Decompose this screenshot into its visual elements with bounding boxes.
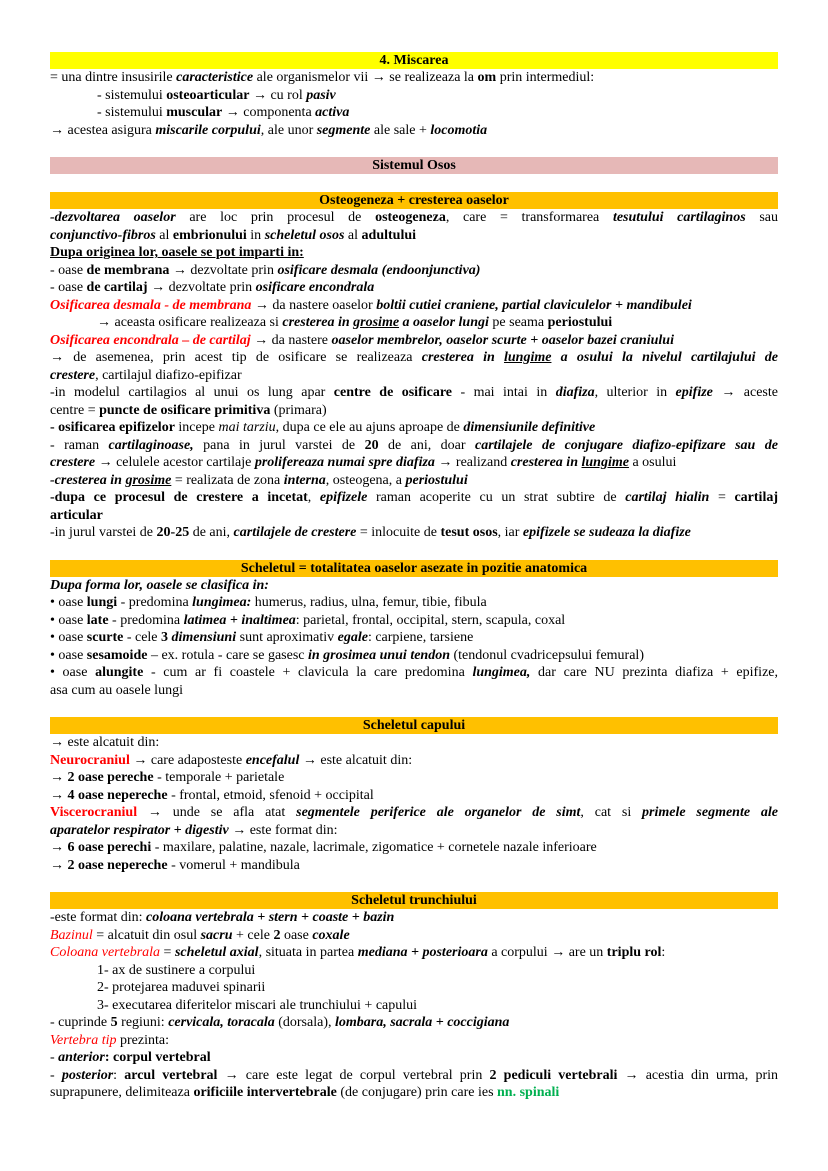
text-run: : — [113, 1067, 125, 1083]
text-run: • oase — [50, 612, 87, 628]
text-run: regiuni: — [117, 1015, 169, 1030]
text-run: lungimea, — [472, 665, 531, 680]
text-run: → care este legat de corpul vertebral prin — [217, 1067, 490, 1083]
text-run: 2 — [273, 927, 281, 943]
text-run: 2 pediculi vertebrali — [489, 1067, 618, 1083]
text-run: → da nastere oaselor — [251, 297, 377, 313]
text-run: epifize — [675, 385, 713, 400]
text-run: , cartilajul diafizo-epifizar — [95, 367, 242, 383]
text-run: - mai intai in — [452, 385, 556, 400]
text-run: al — [344, 227, 362, 243]
text-line — [50, 524, 778, 542]
text-run: lungi — [86, 595, 118, 610]
text-line — [50, 944, 778, 962]
text-run: - temporale + parietale — [153, 770, 285, 785]
text-run: cresterea in — [282, 315, 354, 330]
text-run: in — [246, 227, 265, 243]
text-run: mai tarziu — [218, 420, 276, 435]
text-line — [50, 227, 778, 245]
text-line — [50, 87, 778, 105]
text-line — [50, 839, 778, 857]
text-line — [50, 507, 778, 525]
text-run: -este format din: — [50, 910, 147, 925]
text-run: → aceasta osificare realizeaza si — [97, 315, 283, 330]
text-run: = — [709, 490, 735, 505]
text-run: (de conjugare) prin care ies — [336, 1085, 498, 1100]
text-line — [50, 209, 778, 227]
text-run: segmentele periferice ale organelor de simt — [296, 805, 581, 820]
text-run: pe seama — [488, 315, 548, 330]
text-run: de cartilaj — [86, 280, 148, 295]
section-header: Osteogeneza + cresterea oaselor — [50, 192, 778, 209]
text-line — [50, 454, 778, 472]
text-run: scurte — [86, 630, 124, 645]
text-run: 5 — [110, 1015, 118, 1030]
text-run: oase — [280, 927, 313, 943]
text-run: arcul vertebral — [124, 1067, 218, 1083]
text-run: , cat si — [580, 805, 643, 820]
text-run: interna — [283, 472, 326, 488]
text-run: prolifereaza numai spre diafiza — [254, 455, 435, 470]
text-run: → este format din: — [228, 822, 338, 838]
text-run: • oase — [50, 647, 87, 663]
text-line — [50, 734, 778, 752]
text-run: - — [50, 1050, 59, 1065]
text-run: articular — [50, 507, 103, 523]
text-run: boltii cutiei craniene, partial claviculelor + mandibulei — [376, 297, 692, 313]
text-line — [50, 1067, 778, 1085]
text-run: Neurocraniul — [50, 752, 130, 768]
text-line — [50, 419, 778, 437]
text-run: → celulele acestor cartilaje — [95, 455, 255, 470]
text-run: -dupa ce procesul de crestere a incetat — [50, 490, 308, 505]
text-run: Coloana vertebrala — [50, 945, 161, 960]
text-run: 3 — [161, 630, 169, 645]
text-run: incepe — [174, 420, 219, 435]
text-line — [50, 489, 778, 507]
text-run: sunt aproximativ — [236, 630, 338, 645]
text-run: → este alcatuit din: — [299, 752, 413, 768]
text-run: lungimea: — [192, 595, 252, 610]
section-header: Sistemul Osos — [50, 157, 778, 174]
text-run: - sistemului — [97, 87, 167, 103]
text-run: lungime — [581, 455, 629, 470]
text-run: cresterea in — [510, 455, 582, 470]
text-line — [50, 244, 778, 262]
text-run: = inlocuite de — [356, 525, 441, 540]
text-run: miscarile corpului — [155, 122, 261, 138]
text-run: = alcatuit din osul — [92, 927, 201, 943]
text-run: in grosimea unui tendon — [308, 647, 450, 663]
text-run: 3- executarea diferitelor miscari ale trunchiului + capului — [97, 997, 418, 1013]
text-run: pana in jurul varstei de — [193, 437, 365, 453]
text-run: osificare desmala (endoonjunctiva) — [277, 262, 481, 278]
text-line — [50, 1014, 778, 1032]
text-run: (primara) — [270, 402, 327, 418]
text-run: grosime — [353, 315, 400, 330]
text-run: = — [160, 945, 175, 960]
text-run: -cresterea in — [50, 472, 126, 488]
text-run: prin intermediul: — [496, 70, 595, 85]
text-run: epifizele se sudeaza la diafize — [522, 525, 691, 540]
text-run: periostului — [405, 472, 468, 488]
text-run: latimea + inaltimea — [183, 612, 296, 628]
text-run: → acestea asigura — [50, 122, 156, 138]
text-run: osificare encondrala — [255, 280, 375, 295]
text-run: (tendonul cvadricepsului femural) — [450, 647, 644, 663]
text-line — [50, 769, 778, 787]
text-run: Osificarea encondrala – de cartilaj — [50, 332, 251, 348]
text-run: Dupa forma lor, oasele se clasifica in: — [50, 577, 269, 593]
text-run: 6 oase perechi — [67, 840, 152, 855]
text-run: oaselor membrelor, oaselor scurte + oaselor bazei craniului — [331, 332, 674, 348]
text-run: - predomina — [108, 612, 184, 628]
text-run: -in modelul cartilagios al unui os lung apar — [50, 385, 334, 400]
text-run: cartilajele de crestere — [233, 525, 357, 540]
text-run: - oase — [50, 280, 87, 295]
section-header: Scheletul trunchiului — [50, 892, 778, 909]
section-header: Scheletul = totalitatea oaselor asezate in pozitie anatomica — [50, 560, 778, 577]
text-run: - maxilare, palatine, nazale, lacrimale, zigomatice + cornetele nazale inferioare — [151, 840, 597, 855]
text-run: suprapunere, delimiteaza — [50, 1085, 194, 1100]
text-run: caracteristice — [176, 70, 254, 85]
text-run: om — [477, 70, 497, 85]
text-line — [50, 804, 778, 822]
text-run: egale — [337, 630, 368, 645]
text-line — [50, 927, 778, 945]
text-run: 1- ax de sustinere a corpului — [97, 962, 256, 978]
text-run: : parietal, frontal, occipital, stern, scapula, coxal — [295, 612, 566, 628]
text-run: 2 oase nepereche — [67, 857, 168, 873]
text-run: , ale unor — [260, 122, 317, 138]
text-run: al — [155, 227, 173, 243]
text-run: segmente — [316, 122, 371, 138]
text-run: -in jurul varstei de — [50, 525, 157, 540]
text-run: - predomina — [117, 595, 193, 610]
text-line — [50, 822, 778, 840]
text-run: locomotia — [430, 122, 488, 138]
text-run: raman acoperite cu un strat subtire de — [367, 490, 626, 505]
text-run: 4 oase nepereche — [67, 787, 168, 803]
text-run: scheletul osos — [264, 227, 345, 243]
text-line — [50, 349, 778, 367]
text-line — [50, 787, 778, 805]
text-run: → dezvoltate prin — [169, 262, 278, 278]
text-run: - — [50, 1067, 62, 1083]
text-run: , dupa ce ele au ajuns aproape de — [275, 420, 464, 435]
text-line — [50, 1084, 778, 1102]
text-run: Vertebra tip — [50, 1032, 117, 1048]
text-run: tesutului cartilaginos — [612, 210, 746, 225]
text-run: lungime — [503, 350, 552, 365]
section-header: 4. Miscarea — [50, 52, 778, 69]
text-run: a osului la nivelul cartilajului de — [551, 350, 778, 365]
text-run: → este alcatuit din: — [50, 735, 160, 750]
text-line — [50, 472, 778, 490]
text-line — [50, 279, 778, 297]
text-run: pasiv — [306, 87, 336, 103]
text-line — [50, 104, 778, 122]
text-line — [50, 402, 778, 420]
text-run: , situata in partea — [258, 945, 358, 960]
text-run: - cuprinde — [50, 1015, 111, 1030]
text-line — [50, 297, 778, 315]
text-line — [50, 682, 778, 700]
text-run: cresterea in — [421, 350, 504, 365]
text-run: → — [50, 770, 68, 785]
text-line — [50, 122, 778, 140]
text-run: encefalul — [245, 752, 300, 768]
text-run: coloana vertebrala + stern + coaste + bazin — [146, 910, 395, 925]
text-line — [50, 577, 778, 595]
text-line — [50, 629, 778, 647]
text-run: → — [50, 840, 68, 855]
text-run: 20 — [364, 437, 379, 453]
text-line — [50, 69, 778, 87]
text-run: a osului — [628, 455, 677, 470]
text-line — [50, 752, 778, 770]
text-run: 2 oase pereche — [67, 770, 154, 785]
section-header: Scheletul capului — [50, 717, 778, 734]
text-run: epifizele — [319, 490, 368, 505]
text-run: 20-25 — [156, 525, 190, 540]
text-run: cartilaginoase, — [108, 437, 194, 453]
text-run: crestere — [50, 367, 96, 383]
text-run: - cum ar fi coastele + clavicula la care predomina — [143, 665, 473, 680]
text-line — [50, 367, 778, 385]
text-run: Bazinul — [50, 927, 93, 943]
text-run: orificiile intervertebrale — [193, 1085, 337, 1100]
text-run: Dupa originea lor, oasele se pot imparti in: — [50, 245, 304, 260]
text-run: → cu rol — [249, 87, 307, 103]
text-line — [50, 909, 778, 927]
text-run: tesut osos — [440, 525, 498, 540]
text-run: sacru — [200, 927, 233, 943]
text-line — [50, 962, 778, 980]
text-run: cartilaj — [734, 490, 778, 505]
text-run: : — [661, 945, 666, 960]
text-run: sau — [745, 210, 778, 225]
text-run: , osteogena, a — [325, 472, 406, 488]
text-run: puncte de osificare primitiva — [99, 402, 271, 418]
text-line — [50, 437, 778, 455]
text-run: late — [86, 612, 109, 628]
text-run: mediana + posterioara — [357, 945, 488, 960]
text-run: – ex. rotula - care se gasesc — [147, 647, 308, 663]
text-run: , — [307, 490, 320, 505]
text-run: coxale — [312, 927, 350, 943]
text-run: ale organismelor vii → se realizeaza la — [253, 70, 478, 85]
text-run: diafiza — [555, 385, 595, 400]
text-run: ale sale + — [370, 122, 431, 138]
text-run: scheletul axial — [174, 945, 259, 960]
text-run: humerus, radius, ulna, femur, tibie, fibula — [251, 595, 487, 610]
text-run: cartilaj hialin — [625, 490, 710, 505]
text-run: conjunctivo-fibros — [50, 227, 156, 243]
text-run: crestere — [50, 455, 96, 470]
text-run: : corpul vertebral — [104, 1050, 211, 1065]
text-run: → realizand — [434, 455, 511, 470]
text-run: → — [50, 787, 68, 803]
text-run: anterior — [58, 1050, 105, 1065]
text-run: centre de osificare — [333, 385, 453, 400]
text-run: - cele — [123, 630, 162, 645]
text-run: sesamoide — [86, 647, 148, 663]
text-line — [50, 647, 778, 665]
text-run: - oase — [50, 262, 87, 278]
text-run: asa cum au oasele lungi — [50, 682, 183, 698]
text-run: 2- protejarea maduvei spinarii — [97, 980, 266, 995]
text-run: are loc prin procesul de — [175, 210, 376, 225]
text-run: + cele — [232, 927, 274, 943]
text-run: → da nastere — [250, 332, 332, 348]
text-line — [50, 594, 778, 612]
text-run: dar care NU prezinta diafiza + epifize, — [530, 665, 778, 680]
text-run: → acestia din urma, prin — [617, 1067, 778, 1083]
text-run: → componenta — [222, 105, 316, 120]
text-run: Osificarea desmala - de membrana — [50, 297, 252, 313]
text-run: : carpiene, tarsiene — [367, 630, 474, 645]
text-run: de ani, doar — [378, 437, 475, 453]
text-run: Viscerocraniul — [50, 805, 138, 820]
text-run: → dezvoltate prin — [147, 280, 256, 295]
text-run: → unde se afla atat — [137, 805, 297, 820]
text-run: de membrana — [86, 262, 170, 278]
text-run: osteogeneza — [375, 210, 446, 225]
text-run: embrionului — [172, 227, 247, 243]
text-run: -dezvoltarea oaselor — [50, 210, 176, 225]
text-run: , care = transformarea — [445, 210, 613, 225]
text-line — [50, 262, 778, 280]
text-run: = una dintre insusirile — [50, 70, 177, 85]
text-run: adultului — [361, 227, 417, 243]
text-run: - frontal, etmoid, sfenoid + occipital — [167, 787, 374, 803]
text-run: nn. spinali — [497, 1085, 560, 1100]
text-run: a oaselor lungi — [399, 315, 489, 330]
text-run: periostului — [547, 315, 613, 330]
text-line — [50, 384, 778, 402]
text-run: • oase — [50, 665, 96, 680]
text-run: dimensiunile definitive — [463, 420, 596, 435]
text-run: - osificarea epifizelor — [50, 420, 175, 435]
text-run: a corpului → are un — [487, 945, 607, 960]
text-line — [50, 612, 778, 630]
text-run: muscular — [166, 105, 223, 120]
text-run: alungite — [95, 665, 144, 680]
text-run: osteoarticular — [166, 87, 250, 103]
text-run: grosime — [125, 472, 172, 488]
text-line — [50, 332, 778, 350]
text-run: = realizata de zona — [171, 472, 284, 488]
text-run: centre = — [50, 402, 100, 418]
text-line — [50, 314, 778, 332]
text-run: (dorsala), — [274, 1015, 335, 1030]
text-run: posterior — [61, 1067, 114, 1083]
text-run: primele segmente ale — [642, 805, 778, 820]
text-run: → de asemenea, prin acest tip de osificare se realizeaza — [50, 350, 422, 365]
text-line — [50, 857, 778, 875]
text-run: activa — [315, 105, 350, 120]
text-line — [50, 1032, 778, 1050]
text-run: cartilajele de conjugare diafizo-epifizare sau de — [474, 437, 778, 453]
text-run: • oase — [50, 595, 87, 610]
text-line — [50, 1049, 778, 1067]
text-run: lombara, sacrala + coccigiana — [335, 1015, 510, 1030]
text-line — [50, 997, 778, 1015]
text-run: , iar — [497, 525, 523, 540]
text-run: • oase — [50, 630, 87, 645]
text-run: → — [50, 857, 68, 873]
text-run: prezinta: — [116, 1032, 169, 1048]
text-run: - raman — [50, 437, 109, 453]
text-run: cervicala, toracala — [168, 1015, 275, 1030]
text-run: - sistemului — [97, 105, 167, 120]
text-run: → aceste — [712, 385, 778, 400]
text-run: - vomerul + mandibula — [167, 857, 300, 873]
text-run: triplu rol — [606, 945, 662, 960]
text-run: aparatelor respirator + digestiv — [50, 822, 229, 838]
text-run: , ulterior in — [594, 385, 676, 400]
document-page — [50, 52, 778, 1102]
text-line — [50, 664, 778, 682]
text-run: de ani, — [189, 525, 234, 540]
text-line — [50, 979, 778, 997]
text-run: → care adaposteste — [129, 752, 246, 768]
text-run: dimensiuni — [171, 630, 237, 645]
